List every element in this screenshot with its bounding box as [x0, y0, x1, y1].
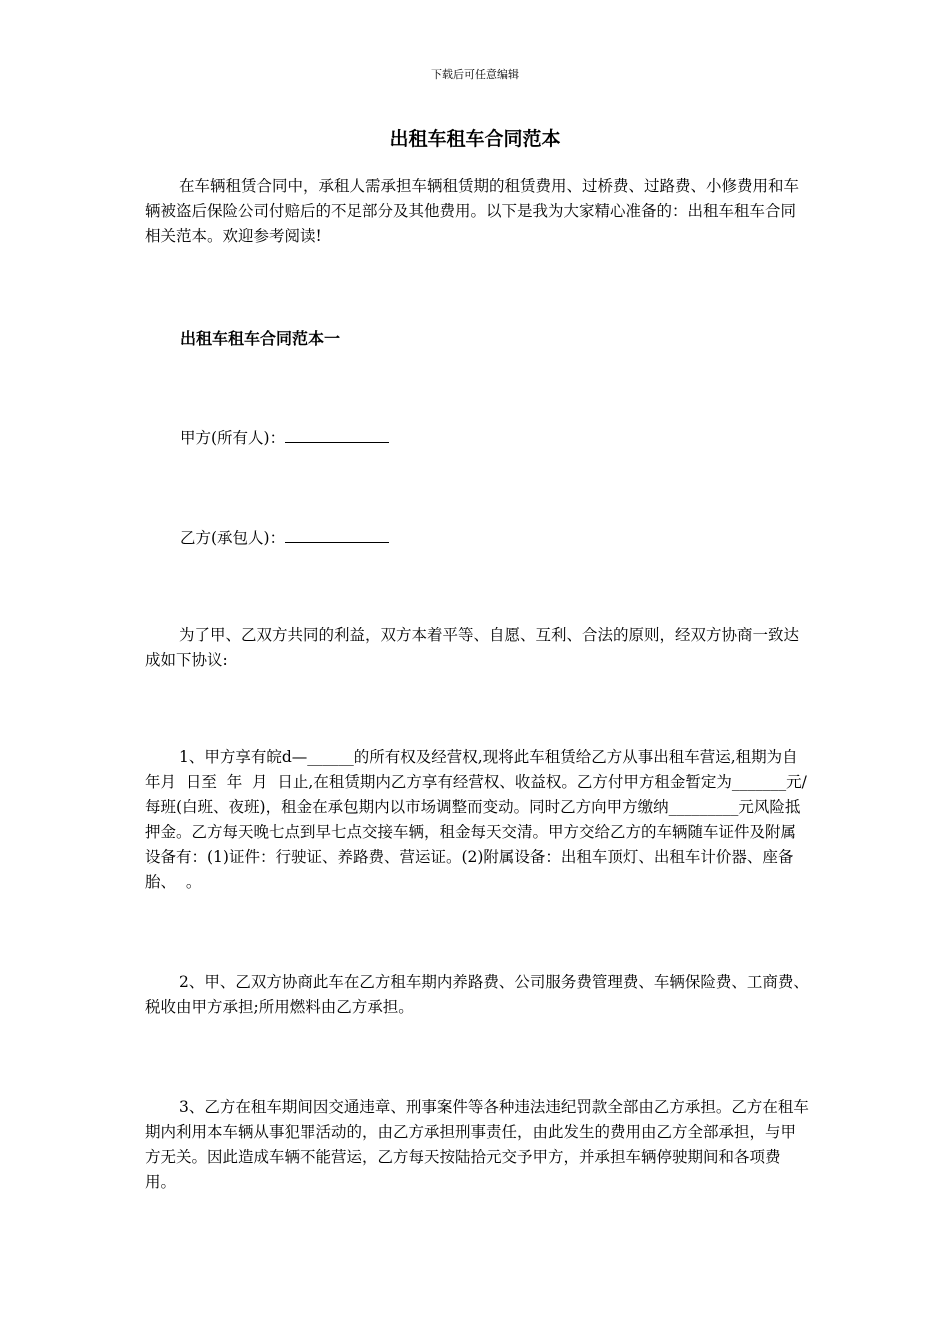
clause-1-paragraph: 1、甲方享有皖d—______的所有权及经营权,现将此车租赁给乙方从事出租车营运,租期为自 年月 日至 年 月 日止,在租赁期内乙方享有经营权、收益权。乙方付甲方租金暂定为_______元/每班(白班、夜班)，租金在承包期内以市场调整而变动。同时乙方向甲方缴纳_________元风险抵押金。乙方每天晚七点到早七点交接车辆，租金每天交清。甲方交给乙方的车辆随车证件及附属设备有：(1)证件：行驶证、养路费、营运证。(2)附属设备：出租车顶灯、出租车计价器、座备胎、 。	[145, 748, 808, 891]
party-b-blank	[285, 528, 389, 543]
clause-3-paragraph: 3、乙方在租车期间因交通违章、刑事案件等各种违法违纪罚款全部由乙方承担。乙方在租车期内利用本车辆从事犯罪活动的，由乙方承担刑事责任，由此发生的费用由乙方全部承担，与甲方无关。因此造成车辆不能营运，乙方每天按陆拾元交予甲方，并承担车辆停驶期间和各项费用。	[145, 1098, 809, 1191]
section-title: 出租车租车合同范本一	[180, 329, 341, 348]
intro-paragraph: 在车辆租赁合同中，承租人需承担车辆租赁期的租赁费用、过桥费、过路费、小修费用和车辆被盗后保险公司付赔后的不足部分及其他费用。以下是我为大家精心准备的：出租车租车合同相关范本。欢迎参考阅读!	[145, 177, 800, 245]
preamble-paragraph: 为了甲、乙双方共同的利益，双方本着平等、自愿、互利、合法的原则，经双方协商一致达成如下协议:	[145, 626, 800, 669]
party-a-blank	[285, 428, 389, 443]
party-a-label: 甲方(所有人)：	[180, 429, 286, 447]
party-b-label: 乙方(承包人)：	[180, 529, 286, 547]
document-title: 出租车租车合同范本	[389, 128, 561, 150]
party-a-line	[180, 426, 389, 448]
header-note: 下载后可任意编辑	[431, 68, 519, 81]
party-b-line	[180, 526, 389, 548]
clause-2-paragraph: 2、甲、乙双方协商此车在乙方租车期内养路费、公司服务费管理费、车辆保险费、工商费、税收由甲方承担;所用燃料由乙方承担。	[145, 973, 809, 1016]
